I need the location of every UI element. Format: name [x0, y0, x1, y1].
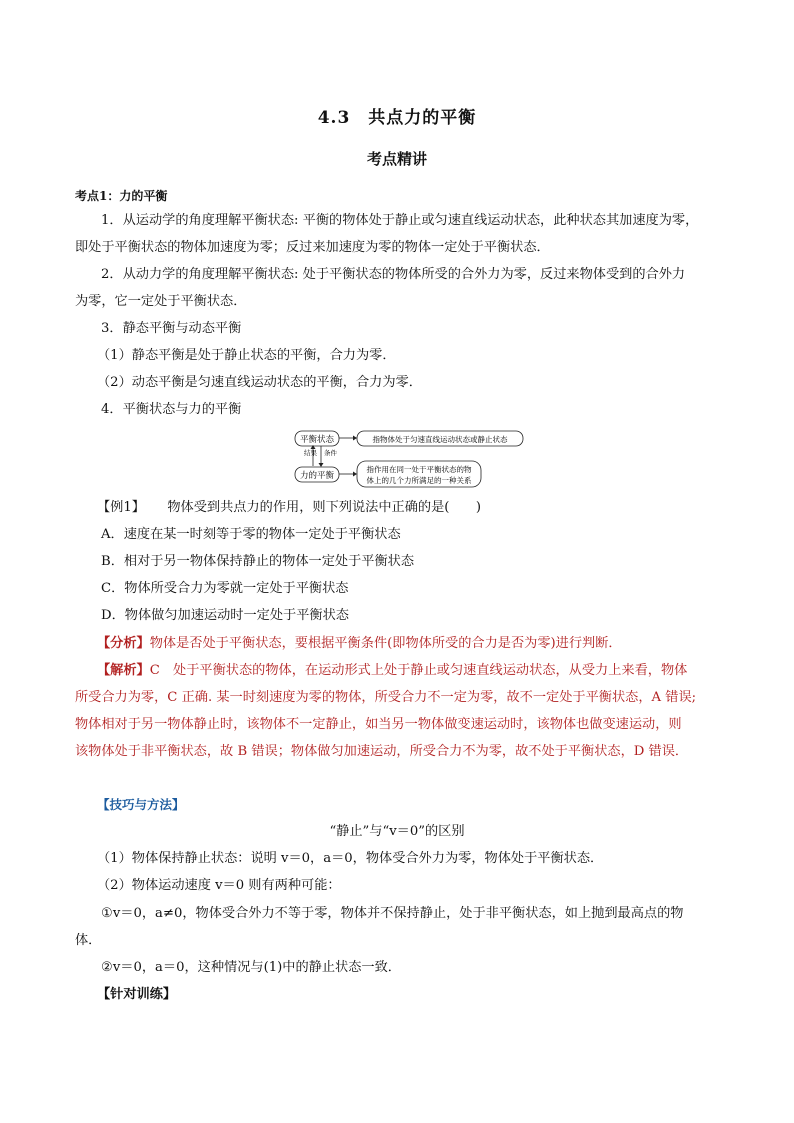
diagram-desc2-line1: 指作用在同一处于平衡状态的物	[366, 465, 472, 474]
example-stem-row	[97, 498, 747, 518]
option-d: D．物体做匀加速运动时一定处于平衡状态	[101, 608, 349, 623]
tips-case1-line1: ①v＝0，a≠0，物体受合外力不等于零，物体并不保持静止，处于非平衡状态，如上抛到最高点的物	[101, 906, 684, 921]
diagram-condition-label: 条件	[324, 449, 337, 457]
p2-line2: 为零，它一定处于平衡状态．	[75, 294, 247, 309]
solution-line1: C 处于平衡状态的物体，在运动形式上处于静止或匀速直线运动状态，从受力上来看，物体	[149, 663, 688, 678]
training-label: 【针对训练】	[97, 987, 177, 1002]
option-c: C．物体所受合力为零就一定处于平衡状态	[101, 581, 349, 596]
tips-label: 【技巧与方法】	[97, 797, 185, 812]
solution-label: 【解析】	[97, 663, 150, 678]
tips-line1: （1）物体保持静止状态：说明 v＝0，a＝0，物体受合外力为零，物体处于平衡状态．	[97, 851, 604, 866]
analysis-row	[97, 634, 747, 654]
diagram-desc2-line2: 体上的几个力所满足的一种关系	[366, 476, 472, 485]
tips-case2: ②v＝0，a＝0，这种情况与(1)中的静止状态一致．	[101, 960, 401, 975]
kp1-heading: 考点1：力的平衡	[75, 189, 168, 203]
diagram-result-label: 结果	[304, 449, 317, 457]
page-subtitle: 考点精讲	[366, 150, 427, 168]
analysis-label: 【分析】	[97, 636, 150, 651]
solution-line2: 所受合力为零，C 正确. 某一时刻速度为零的物体，所受合力不一定为零，故不一定处于平衡状态，A 错误;	[75, 690, 697, 705]
tips-center-heading: “静止”与“v＝0”的区别	[329, 824, 465, 839]
diagram-desc1-text: 指物体处于匀速直线运动状态或静止状态	[372, 435, 508, 444]
example-stem: 物体受到共点力的作用，则下列说法中正确的是( )	[167, 500, 481, 515]
option-b: B．相对于另一物体保持静止的物体一定处于平衡状态	[101, 554, 415, 569]
p4-heading: 4．平衡状态与力的平衡	[101, 402, 242, 417]
example-label: 【例1】	[97, 500, 145, 515]
p1-line2: 即处于平衡状态的物体加速度为零；反过来加速度为零的物体一定处于平衡状态．	[75, 240, 550, 255]
diagram-box2-label: 力的平衡	[299, 471, 335, 481]
tips-case1-line2: 体．	[75, 933, 102, 948]
p3-item-1: （1）静态平衡是处于静止状态的平衡，合力为零．	[97, 348, 396, 363]
p1-line1: 1．从运动学的角度理解平衡状态: 平衡的物体处于静止或匀速直线运动状态，此种状态其加速度为零，	[101, 213, 699, 228]
diagram-box1-label: 平衡状态	[299, 435, 335, 445]
p2-line1: 2．从动力学的角度理解平衡状态: 处于平衡状态的物体所受的合外力为零，反过来物体受到的合外力	[101, 267, 686, 282]
analysis-text: 物体是否处于平衡状态，要根据平衡条件(即物体所受的合力是否为零)进行判断．	[149, 636, 622, 651]
p3-item-2: （2）动态平衡是匀速直线运动状态的平衡，合力为零．	[97, 375, 422, 390]
solution-line3: 物体相对于另一物体静止时，该物体不一定静止，如当另一物体做变速运动时，该物体也做变速运动，则	[75, 717, 682, 732]
balance-diagram	[293, 428, 533, 488]
tips-line2: （2）物体运动速度 v＝0 则有两种可能：	[97, 878, 341, 893]
page-title: 4.3 共点力的平衡	[317, 108, 477, 128]
solution-row-1	[97, 661, 747, 681]
option-a: A．速度在某一时刻等于零的物体一定处于平衡状态	[101, 527, 401, 542]
solution-line4: 该物体处于非平衡状态，故 B 错误；物体做匀加速运动，所受合力不为零，故不处于平衡状态，D 错误．	[75, 744, 689, 759]
p3-heading: 3．静态平衡与动态平衡	[101, 321, 242, 336]
